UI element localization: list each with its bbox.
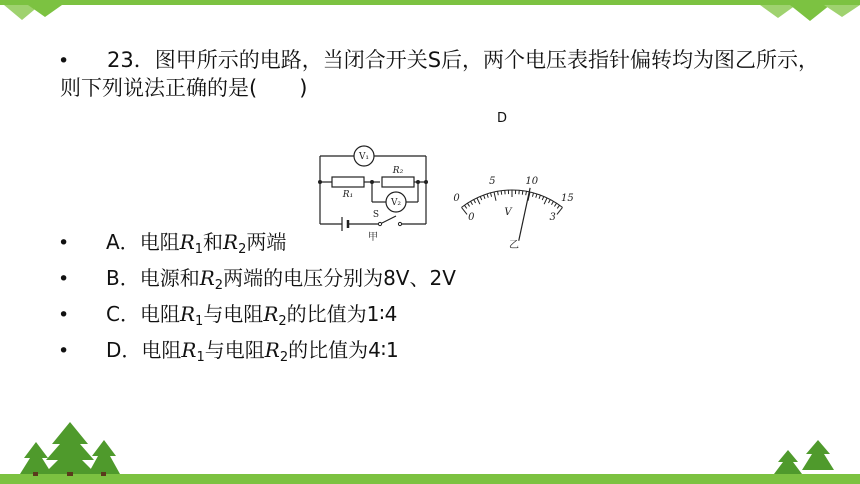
option-text-part: 与电阻 [204, 338, 265, 362]
dial-tick [522, 191, 523, 195]
option-text-part: 和 [203, 230, 224, 254]
figure-a-caption: 甲 [368, 232, 378, 242]
option-text-part: R [264, 338, 280, 362]
dial-needle [519, 188, 530, 241]
unit-label: V [504, 207, 512, 218]
question-text: 23．图甲所示的电路，当闭合开关S后，两个电压表指针偏转均为图乙所示，则下列说法正确的是( ) [60, 48, 820, 100]
option-c [106, 301, 397, 327]
dial-tick [526, 191, 527, 195]
option-text-part: 2 [278, 314, 287, 329]
lower-scale-0: 0 [468, 211, 475, 223]
switch-label: S [372, 210, 380, 220]
upper-scale-5: 5 [489, 176, 496, 188]
bullet: • [58, 268, 70, 290]
option-letter: A． [106, 230, 140, 254]
option-text-part: 电阻 [139, 230, 180, 254]
option-text-part: 2 [238, 242, 247, 257]
tree-group-left [20, 420, 120, 476]
option-text-part: 电阻 [141, 338, 182, 362]
upper-scale-0: 0 [453, 193, 460, 205]
option-text-part: 2 [214, 278, 224, 293]
dial-tick [474, 200, 476, 204]
voltmeter-dial [446, 160, 578, 252]
option-letter: B． [106, 266, 140, 290]
bullet: • [58, 340, 70, 362]
option-text-part: 电阻 [139, 302, 180, 326]
dial-tick [536, 194, 537, 198]
option-text-part: R [263, 302, 279, 326]
dial-tick [544, 198, 547, 204]
answer-mark: D [497, 111, 508, 126]
top-left-triangles [0, 0, 70, 22]
v1-label: V₁ [358, 152, 370, 162]
dial-tick [532, 193, 533, 197]
option-text-part: 电源和 [139, 266, 200, 290]
dial-tick [477, 198, 480, 204]
dial-tick [498, 191, 499, 195]
dial-tick [557, 205, 559, 208]
r2-label: R₂ [392, 166, 404, 176]
option-text-part: 2 [279, 350, 289, 365]
option-a [106, 229, 286, 255]
dial-tick [554, 203, 556, 206]
dial-tick [548, 200, 550, 204]
option-text-part: 的比值为1∶4 [286, 302, 398, 326]
option-text-part: R [199, 266, 215, 290]
dial-tick [487, 194, 488, 198]
bullet: • [58, 50, 70, 72]
circuit-diagram [312, 140, 434, 242]
dial-tick [484, 195, 485, 199]
bullet: • [58, 232, 70, 254]
option-d [106, 337, 399, 363]
dial-tick [551, 201, 553, 204]
option-text-part: 1 [196, 350, 205, 365]
option-text-part: R [223, 230, 239, 254]
bullet: • [58, 304, 70, 326]
dial-tick [501, 191, 502, 195]
option-text-part: 1 [194, 242, 204, 257]
tree-group-right [770, 440, 840, 476]
top-right-triangles [760, 0, 860, 22]
dial-tick [480, 196, 482, 200]
figure-b-caption: 乙 [509, 240, 519, 251]
option-text-part: R [179, 302, 196, 326]
dial-tick [539, 195, 540, 199]
option-text-part: R [179, 230, 195, 254]
option-text-part: 两端的电压分别为8V、2V [223, 266, 456, 290]
bottom-border [0, 474, 860, 484]
upper-scale-10: 10 [525, 176, 539, 188]
v2-label: V₂ [390, 198, 402, 208]
option-letter: C． [106, 302, 140, 326]
option-b [106, 265, 456, 291]
option-text-part: 1 [195, 314, 204, 329]
option-text-part: R [181, 338, 197, 362]
option-text-part: 与电阻 [203, 302, 264, 326]
dial-tick [491, 193, 492, 197]
option-letter: D． [106, 338, 142, 362]
dial-tick [542, 196, 544, 200]
option-text-part: 两端 [246, 230, 287, 254]
dial-tick [471, 201, 473, 204]
upper-scale-15: 15 [561, 193, 574, 205]
top-border [0, 0, 860, 5]
r1-label: R₁ [342, 190, 354, 200]
lower-scale-3: 3 [549, 211, 556, 223]
dial-tick [494, 192, 496, 201]
option-text-part: 的比值为4∶1 [288, 338, 399, 362]
dial-tick [467, 203, 469, 206]
dial-tick [464, 205, 466, 208]
